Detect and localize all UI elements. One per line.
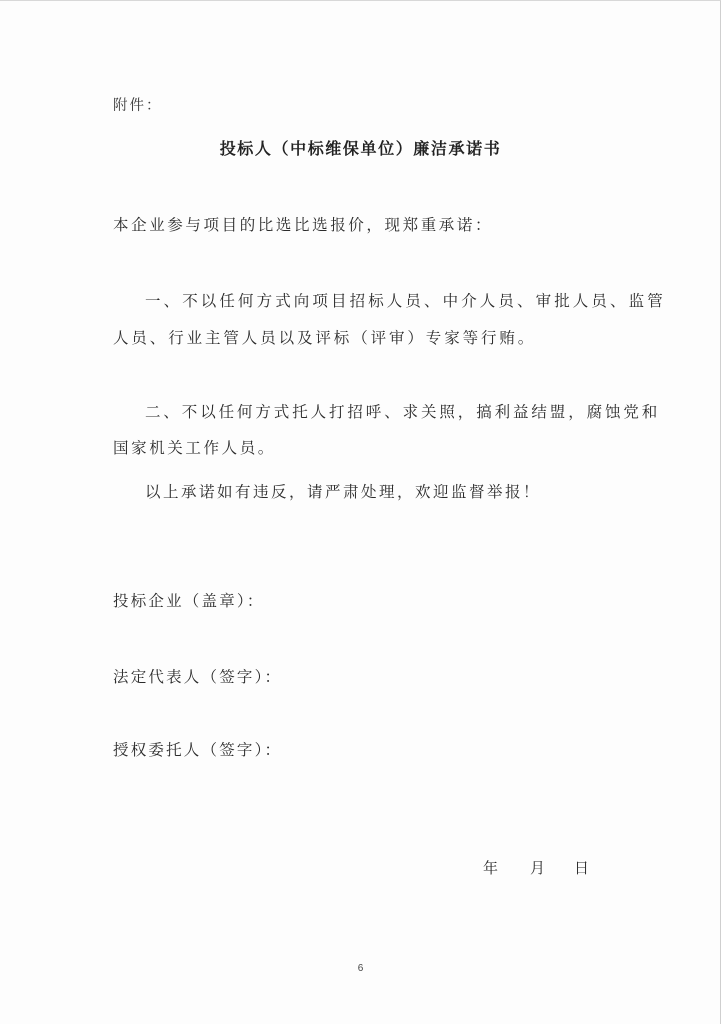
intro-paragraph: 本企业参与项目的比选比选报价，现郑重承诺： bbox=[113, 216, 494, 234]
commitment-2-line-2: 国家机关工作人员。 bbox=[113, 439, 276, 457]
date-month-label: 月 bbox=[530, 859, 546, 877]
date-day-label: 日 bbox=[574, 859, 590, 877]
signature-authorized-field: 授权委托人（签字）： bbox=[113, 741, 283, 759]
date-year-label: 年 bbox=[483, 859, 499, 877]
commitment-1-line-2: 人员、行业主管人员以及评标（评审）专家等行贿。 bbox=[113, 329, 537, 347]
attachment-label: 附件： bbox=[113, 98, 163, 114]
signature-legal-rep-field: 法定代表人（签字）： bbox=[113, 668, 283, 686]
document-title: 投标人（中标维保单位）廉洁承诺书 bbox=[219, 139, 502, 158]
closing-statement: 以上承诺如有违反，请严肃处理，欢迎监督举报！ bbox=[145, 483, 542, 501]
page-number: 6 bbox=[357, 963, 364, 974]
signature-company-field: 投标企业（盖章）： bbox=[113, 592, 265, 610]
commitment-2-line-1: 二、不以任何方式托人打招呼、求关照，搞利益结盟，腐蚀党和 bbox=[145, 403, 661, 421]
commitment-1-line-1: 一、不以任何方式向项目招标人员、中介人员、审批人员、监管 bbox=[145, 292, 666, 310]
